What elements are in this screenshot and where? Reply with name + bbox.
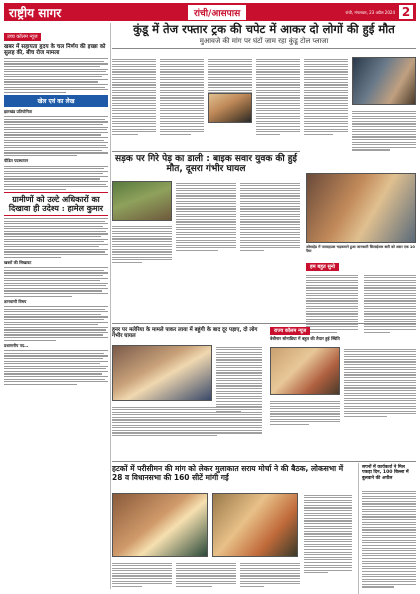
column-divider	[110, 23, 111, 589]
mid-article-col	[216, 345, 262, 414]
bottom-article-col	[176, 561, 236, 588]
mid-headline: हुनर पर मलेरिया के मामले पाकर लाया में बहुंगी के बाद दूर पड़ाए, दो लोग गंभीर घायल	[112, 327, 258, 340]
left-subhead: पीडित पदस्थापन	[4, 158, 29, 164]
edition-label: रांची/आसपास	[188, 5, 246, 20]
section-tag: हम बहुत सुनो	[306, 263, 339, 271]
left-column	[4, 23, 108, 589]
meeting-photo	[112, 345, 212, 401]
second-headline: सड़क पर गिरे पेड़ का डाली : बाइक सवार युवक की हुई मौत, दूसरा गंभीर घायल	[115, 154, 297, 175]
left-article-body	[4, 218, 108, 258]
left-article-body	[4, 306, 108, 341]
right-article-col	[364, 273, 416, 334]
right-article-col	[344, 347, 416, 419]
divider	[112, 323, 416, 324]
left-headline: खबर में सहायता हृदय के चल निर्णय की इच्छा को सुलह की, बीच रोज मामला	[4, 44, 106, 57]
right-article-col	[306, 273, 358, 334]
divider	[112, 151, 300, 152]
bottom-right-headline: सपनों में कार्यकर्ता ने मिल पकड़ा दिन, 100 बिल्ला में बुलवाने की अपील	[362, 465, 409, 481]
lead-article-col	[352, 109, 416, 152]
left-feature-headline: ग्रामीणों को उल्टे अधिकारों का दिखावा ही उदेश्य : हामेल कुमार	[8, 193, 104, 213]
column-divider	[358, 463, 359, 594]
issue-date: रांची, मंगलवार, 23 अप्रैल 2024	[345, 9, 395, 15]
bottom-headline: हटकों में परीसीमन की मांग को लेकर मुलाकात सराय मोर्चा ने की बैठक, लोकसभा में 28 व विधानसभा की 160 सीटें मांगी गईं	[112, 464, 344, 482]
main-content	[112, 23, 416, 589]
right-article-col	[270, 399, 340, 426]
gathering-photo	[270, 347, 340, 395]
lead-photo	[208, 93, 252, 123]
bottom-article-col	[112, 561, 172, 588]
second-article-col	[240, 181, 300, 253]
mid-article-col	[112, 405, 262, 438]
bottom-article-col	[304, 493, 352, 575]
masthead	[4, 3, 416, 21]
column-banner: खेल एवं का लेख	[4, 95, 108, 107]
lead-headline: कुंडू में तेज रफ्तार ट्रक की चपेट में आकर दो लोगों की हुई मौत	[133, 22, 395, 36]
left-subhead: झारखंड प्रतियोगिता	[4, 108, 33, 114]
photo-caption: ओवरहेड में पावरहाउस भड़कवाने हुआ जानकारी सिलाईश्वर बारी को असर एक 10 पैसा	[306, 245, 415, 254]
divider	[112, 461, 416, 462]
mid-caption: वेबीनार सोनाडिया में बहुत की तैयार हुई स्थिति	[270, 336, 340, 341]
left-subhead: खबरों की सिखावट	[4, 259, 32, 265]
left-article-body	[4, 58, 108, 93]
section-tag: राज्य कॉलम न्यूज	[270, 327, 310, 335]
divider	[4, 192, 108, 193]
left-article-body	[4, 116, 108, 156]
lead-photo	[352, 57, 416, 105]
lead-article-col	[256, 57, 300, 136]
second-article-col	[176, 181, 236, 253]
left-article-body	[4, 267, 108, 297]
newspaper-name: राष्ट्रीय सागर	[9, 5, 62, 20]
bottom-article-col	[240, 561, 300, 588]
left-article-body	[4, 166, 108, 190]
left-subhead: प्रशासनीय पद…	[4, 342, 29, 348]
second-article-col	[112, 224, 172, 264]
bottom-right-col	[362, 489, 416, 589]
divider	[4, 215, 108, 216]
accident-photo	[112, 181, 172, 221]
lead-article-col	[160, 57, 204, 136]
crowd-photo	[212, 493, 298, 557]
left-column-tag: उच्च कॉलम न्यूज	[4, 33, 41, 41]
event-photo	[306, 173, 416, 243]
left-subhead: ज्ञानवाणी विषय	[4, 298, 27, 304]
left-article-body	[4, 350, 108, 385]
lead-article-col	[304, 57, 348, 136]
lead-article-col	[112, 57, 156, 136]
lead-subheadline: मुआवजे की मांग पर घंटों जाम रहा कुंडू टोल प्लाजा	[112, 37, 416, 49]
newspaper-page	[4, 3, 416, 591]
page-number: 2	[399, 5, 413, 19]
meeting-photo	[112, 493, 208, 557]
